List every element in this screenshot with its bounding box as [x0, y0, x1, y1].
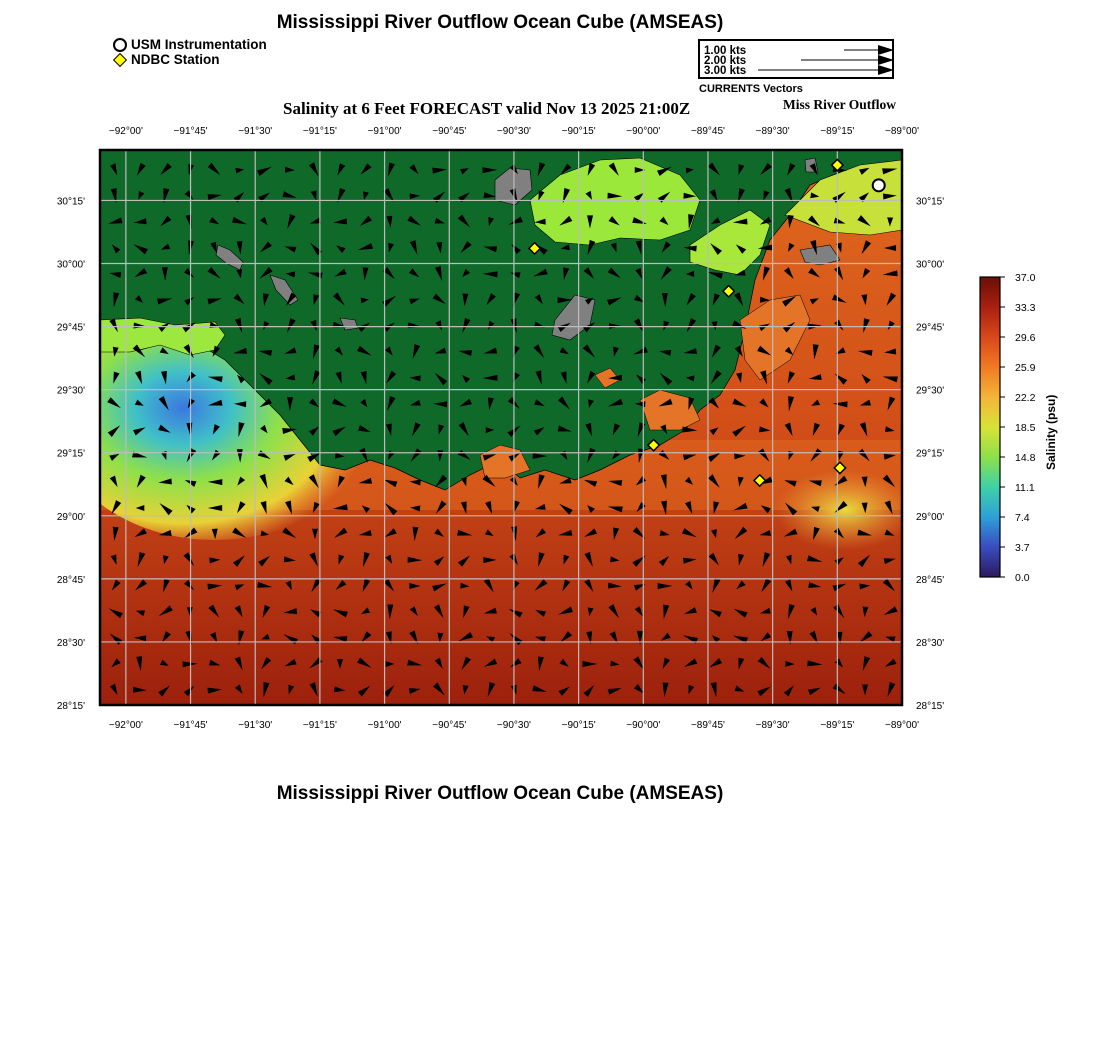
lon-tick-label-bottom: −90°00' — [626, 720, 661, 731]
lat-tick-label-left: 29°15' — [56, 448, 85, 460]
lon-tick-label-top: −91°15' — [302, 126, 337, 137]
lon-tick-label-top: −91°45' — [173, 126, 208, 137]
lon-tick-label-top: −90°30' — [496, 126, 531, 137]
lon-tick-label-bottom: −91°30' — [238, 720, 273, 731]
colorbar-tick-label: 25.9 — [1015, 362, 1036, 374]
lat-tick-label-right: 29°15' — [916, 448, 945, 460]
vector-caption: CURRENTS Vectors — [699, 83, 803, 95]
lat-tick-label-right: 30°15' — [916, 196, 945, 208]
lon-tick-label-bottom: −90°45' — [432, 720, 467, 731]
lat-tick-label-left: 29°00' — [56, 511, 85, 523]
lon-tick-label-bottom: −90°30' — [496, 720, 531, 731]
legend-usm-label: USM Instrumentation — [131, 37, 267, 52]
lon-tick-label-top: −89°45' — [690, 126, 725, 137]
lon-tick-label-bottom: −92°00' — [108, 720, 143, 731]
lon-tick-label-top: −89°15' — [820, 126, 855, 137]
colorbar-tick-label: 14.8 — [1015, 452, 1036, 464]
lat-tick-label-right: 29°00' — [916, 511, 945, 523]
footer-title: Mississippi River Outflow Ocean Cube (AMSEAS) — [276, 783, 724, 804]
lon-tick-label-bottom: −89°15' — [820, 720, 855, 731]
colorbar-tick-label: 7.4 — [1015, 512, 1030, 524]
lon-tick-label-bottom: −91°00' — [367, 720, 402, 731]
lat-tick-label-right: 28°30' — [916, 637, 945, 649]
lon-tick-label-top: −90°00' — [626, 126, 661, 137]
colorbar-tick-label: 18.5 — [1015, 422, 1036, 434]
lon-tick-label-bottom: −89°45' — [690, 720, 725, 731]
lon-tick-label-bottom: −90°15' — [561, 720, 596, 731]
legend-ndbc-label: NDBC Station — [131, 52, 220, 67]
region-label: Miss River Outflow — [783, 97, 896, 112]
colorbar-tick-label: 29.6 — [1015, 332, 1036, 344]
lat-tick-label-left: 29°45' — [56, 322, 85, 334]
colorbar-tick-label: 0.0 — [1015, 572, 1030, 584]
lon-tick-label-bottom: −89°30' — [755, 720, 790, 731]
forecast-subtitle: Salinity at 6 Feet FORECAST valid Nov 13 2025 21:00Z — [283, 99, 691, 118]
lon-tick-label-top: −89°30' — [755, 126, 790, 137]
lon-tick-label-top: −91°00' — [367, 126, 402, 137]
lon-tick-label-bottom: −91°15' — [302, 720, 337, 731]
lon-tick-label-top: −91°30' — [238, 126, 273, 137]
lat-tick-label-left: 30°15' — [56, 196, 85, 208]
vector-scale-row-3: 3.00 kts — [704, 65, 747, 77]
lat-tick-label-right: 29°45' — [916, 322, 945, 334]
vector-scale-row-2: 2.00 kts — [704, 55, 747, 67]
lat-tick-label-right: 28°45' — [916, 574, 945, 586]
lat-tick-label-left: 28°30' — [56, 637, 85, 649]
lon-tick-label-bottom: −91°45' — [173, 720, 208, 731]
lat-tick-label-left: 29°30' — [56, 385, 85, 397]
colorbar-gradient — [980, 277, 1000, 577]
lat-tick-label-right: 28°15' — [916, 701, 945, 712]
lat-tick-label-right: 29°30' — [916, 385, 945, 397]
lat-tick-label-left: 28°45' — [56, 574, 85, 586]
usm-instrument-marker — [873, 179, 885, 191]
colorbar-tick-label: 11.1 — [1015, 482, 1035, 494]
lat-tick-label-left: 28°15' — [56, 701, 85, 712]
lon-tick-label-bottom: −89°00' — [885, 720, 919, 731]
colorbar-tick-label: 3.7 — [1015, 542, 1030, 554]
lon-tick-label-top: −90°15' — [561, 126, 596, 137]
colorbar-tick-label: 33.3 — [1015, 302, 1036, 314]
vector-scale-row-1: 1.00 kts — [704, 45, 747, 57]
colorbar-title: Salinity (psu) — [1044, 394, 1058, 470]
lon-tick-label-top: −90°45' — [432, 126, 467, 137]
lon-tick-label-top: −89°00' — [885, 126, 919, 137]
lat-tick-label-left: 30°00' — [56, 259, 85, 271]
colorbar-tick-label: 22.2 — [1015, 392, 1036, 404]
lon-tick-label-top: −92°00' — [108, 126, 143, 137]
colorbar-tick-label: 37.0 — [1015, 272, 1036, 284]
map-title: Mississippi River Outflow Ocean Cube (AMSEAS) — [276, 12, 724, 33]
lat-tick-label-right: 30°00' — [916, 259, 945, 271]
